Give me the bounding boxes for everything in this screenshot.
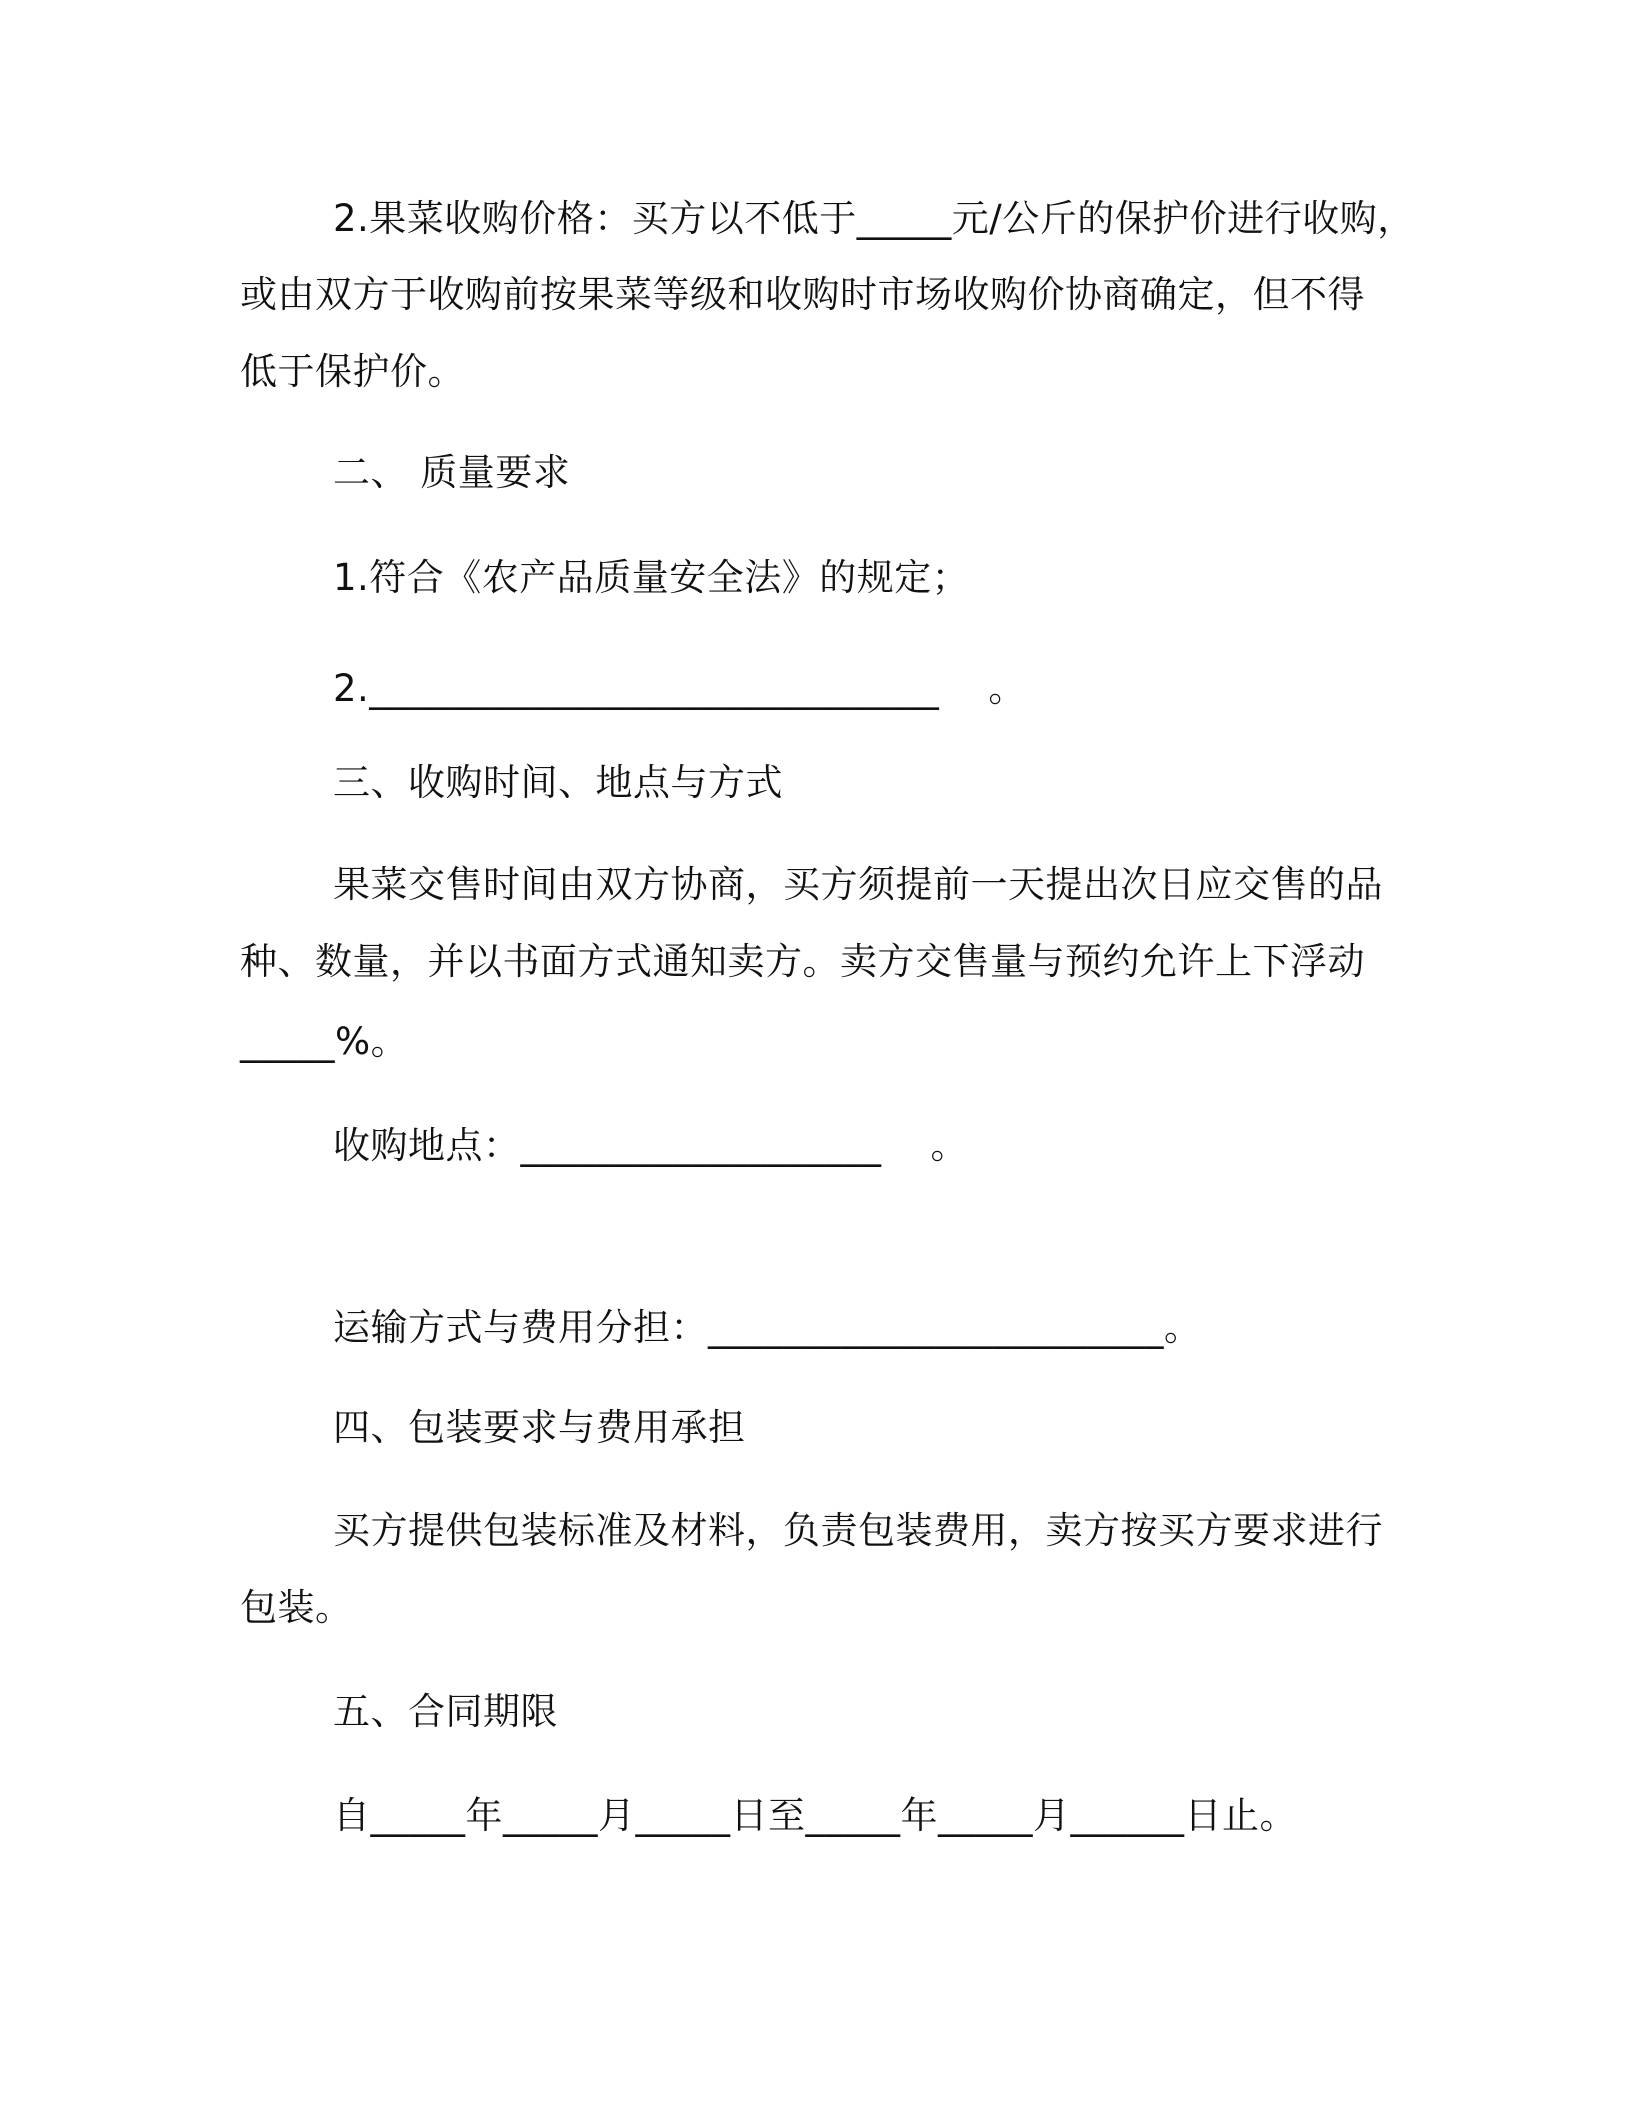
- delivery-clause-line-3: _____%。: [240, 1020, 409, 1063]
- quality-item-1: 1.符合《农产品质量安全法》的规定；: [333, 556, 970, 599]
- delivery-clause-line-1: 果菜交售时间由双方协商，买方须提前一天提出次日应交售的品: [333, 863, 1383, 906]
- packaging-clause-line-1: 买方提供包装标准及材料，负责包装费用，卖方按买方要求进行: [333, 1509, 1383, 1552]
- transport-cost-line: 运输方式与费用分担：________________________。: [333, 1306, 1202, 1349]
- price-clause-line-1: 2.果菜收购价格：买方以不低于_____元/公斤的保护价进行收购，: [333, 197, 1415, 240]
- section-heading-packaging: 四、包装要求与费用承担: [333, 1406, 746, 1449]
- price-clause-line-3: 低于保护价。: [240, 350, 465, 393]
- section-heading-contract-term: 五、合同期限: [333, 1690, 558, 1733]
- contract-term-line: 自_____年_____月_____日至_____年_____月______日止。: [333, 1794, 1297, 1837]
- quality-item-2: 2.______________________________ 。: [333, 667, 1026, 710]
- section-heading-time-place-method: 三、收购时间、地点与方式: [333, 761, 783, 804]
- section-heading-quality: 二、 质量要求: [333, 451, 571, 494]
- delivery-clause-line-2: 种、数量，并以书面方式通知卖方。卖方交售量与预约允许上下浮动: [240, 940, 1365, 983]
- purchase-location-line: 收购地点：___________________ 。: [333, 1124, 969, 1167]
- packaging-clause-line-2: 包装。: [240, 1586, 353, 1629]
- price-clause-line-2: 或由双方于收购前按果菜等级和收购时市场收购价协商确定，但不得: [240, 273, 1365, 316]
